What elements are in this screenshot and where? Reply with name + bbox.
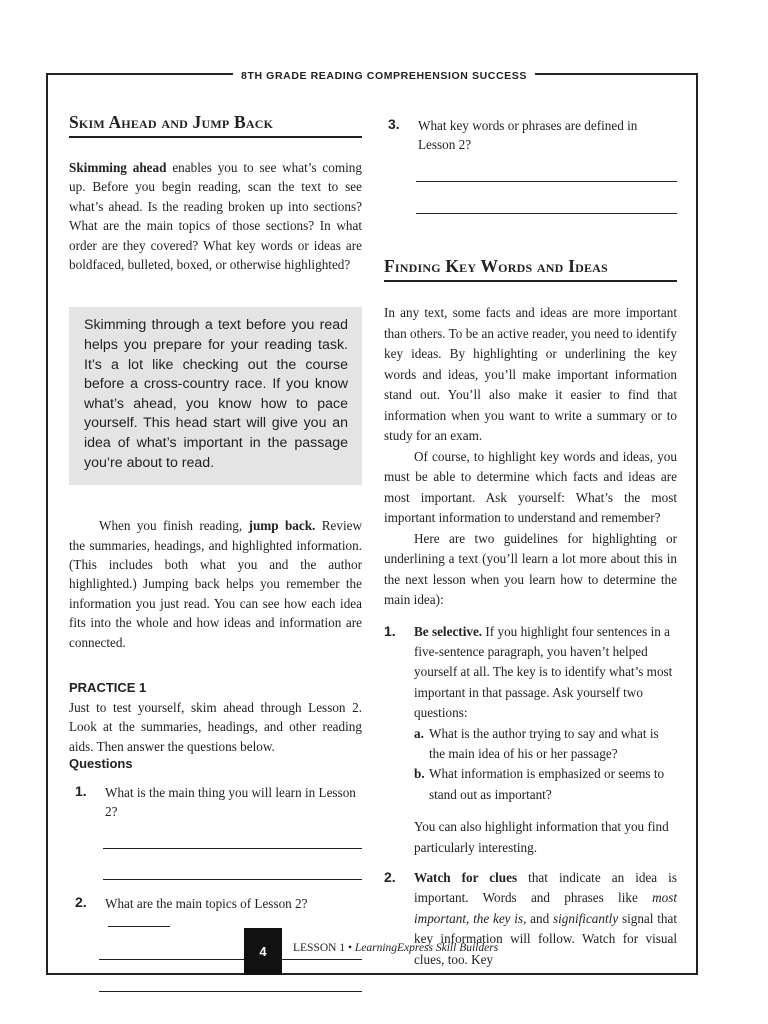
- question-2-text: [105, 894, 362, 932]
- left-column: [69, 112, 362, 992]
- footer-series: LearningExpress Skill Builders: [354, 942, 499, 954]
- footer-lesson: LESSON 1: [293, 942, 346, 954]
- guideline-2-bold: Watch for clues: [414, 869, 518, 885]
- key-words-paragraph-1: In any text, some facts and ideas are more important than others. To be an active reader, you need to identify key ideas. By highlighting or underlining the key words and ideas, you’ll make important information stand out. You’ll also make it easier to find that information when you want to write a summary or to study for an exam.: [384, 305, 677, 443]
- practice-heading: PRACTICE 1: [69, 680, 147, 696]
- guideline-2: [384, 868, 677, 970]
- skim-bold: Skimming ahead: [69, 160, 167, 175]
- section-title-key-words: Finding Key Words and Ideas: [384, 256, 677, 282]
- questions-heading: Questions: [69, 756, 133, 772]
- guideline-2-italic-2: significantly: [552, 910, 619, 926]
- guideline-2-text-3: signal that key information will follow. Watch for visual clues, too. Key: [414, 910, 677, 967]
- section-title-skim: Skim Ahead and Jump Back: [69, 112, 362, 138]
- sub-item-a-text: What is the author trying to say and what is the main idea of his or her passage?: [429, 725, 659, 761]
- question-2: [69, 894, 362, 932]
- guideline-2-italic-1: most important, the key is,: [414, 890, 677, 926]
- answer-line-2-inline[interactable]: [108, 925, 170, 927]
- footer-text: [293, 942, 498, 954]
- key-words-paragraph-2: Of course, to highlight key words and ideas, you must be able to determine which facts and ideas are most important. Ask yourself: What’s the most important information to understand and remember?: [384, 448, 677, 525]
- question-2-number: 2.: [75, 894, 87, 911]
- practice-paragraph: Just to test yourself, skim ahead through Lesson 2. Look at the summaries, headings, and other reading aids. Then answer the questions below.: [69, 700, 362, 754]
- skim-text: enables you to see what’s coming up. Before you begin reading, scan the text to see what’s ahead. Is the reading broken up into sections? What are the main topics of those sections? In what order are they covered? What key words or ideas are boldfaced, bulleted, boxed, or otherwise highlighted?: [69, 160, 362, 273]
- answer-line-2a[interactable]: [99, 958, 362, 960]
- question-3: [384, 116, 677, 154]
- guideline-2-text-2: and: [526, 910, 553, 926]
- guideline-1-bold: Be selective.: [414, 623, 483, 639]
- skim-paragraph: [69, 158, 362, 274]
- jump-paragraph: [69, 516, 362, 652]
- answer-line-3a[interactable]: [416, 180, 677, 182]
- question-2-label: What are the main topics of Lesson 2?: [105, 896, 308, 912]
- answer-line-3b[interactable]: [416, 212, 677, 214]
- running-head-text: 8TH GRADE READING COMPREHENSION SUCCESS: [233, 70, 535, 82]
- answer-line-2b[interactable]: [99, 990, 362, 992]
- guideline-1-number: 1.: [384, 622, 396, 639]
- page-number-box: [244, 928, 282, 975]
- running-head: [0, 66, 768, 84]
- jump-text: Review the summaries, headings, and highlighted information. (This includes both what you and the author highlighted.) Jumping back helps you remember the information you just read. You can see how each idea fits into the whole and how ideas and information are connected.: [69, 518, 362, 650]
- key-words-paragraph-3: Here are two guidelines for highlighting or underlining a text (you’ll learn a lot more about this in the next lesson when you learn how to determine the main idea):: [384, 530, 677, 607]
- question-3-number: 3.: [388, 116, 400, 132]
- question-1-text: What is the main thing you will learn in Lesson 2?: [105, 785, 356, 820]
- guideline-2-number: 2.: [384, 868, 396, 885]
- guideline-2-text-1: that indicate an idea is important. Words and phrases like: [414, 869, 677, 906]
- guideline-1: [384, 622, 677, 858]
- guideline-1-text: If you highlight four sentences in a five-sentence paragraph, you haven’t helped yourself at all. The key is to identify what’s most important in that passage. Ask yourself two questions:: [414, 623, 673, 721]
- question-3-text: What key words or phrases are defined in Lesson 2?: [418, 118, 638, 152]
- callout-text: Skimming through a text before you read helps you prepare for your reading task. It’s a lot like checking out the course before a cross-country race. If you know what’s ahead, you know how to pace yourself. This head start will give you an idea of what’s important in the passage you’re about to read.: [84, 317, 348, 471]
- jump-pre: When you finish reading,: [99, 518, 249, 534]
- guideline-1-after: You can also highlight information that you find particularly interesting.: [414, 819, 669, 855]
- sub-item-b: [414, 764, 677, 805]
- answer-line-1b[interactable]: [103, 878, 362, 880]
- sub-item-b-text: What information is emphasized or seems to stand out as important?: [429, 766, 665, 802]
- guideline-2-body: [414, 868, 677, 970]
- question-1: [69, 783, 362, 821]
- sub-item-a-letter: a.: [414, 725, 424, 741]
- guideline-1-body: [414, 622, 677, 858]
- question-1-number: 1.: [75, 783, 87, 800]
- page-number: 4: [259, 944, 267, 959]
- callout-box: [69, 307, 362, 485]
- right-column: [384, 112, 677, 970]
- footer-bullet: •: [347, 942, 352, 954]
- answer-line-1a[interactable]: [103, 847, 362, 849]
- jump-bold: jump back.: [248, 518, 316, 534]
- sub-item-a: [414, 724, 677, 765]
- sub-item-b-letter: b.: [414, 766, 425, 782]
